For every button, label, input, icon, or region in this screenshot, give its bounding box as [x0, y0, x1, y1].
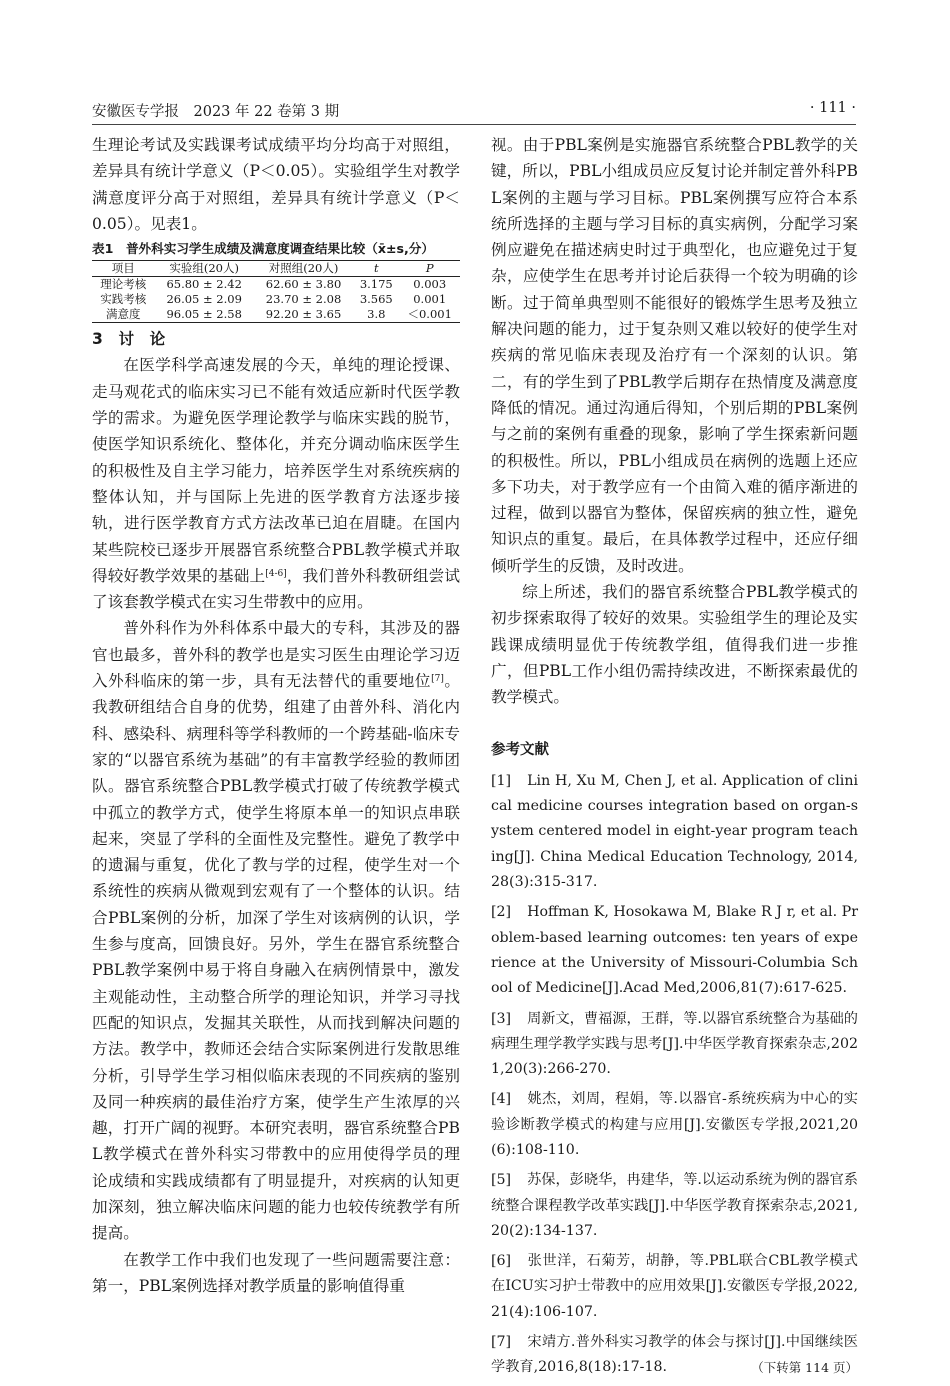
reference-item	[491, 1249, 858, 1325]
table-header-cell: P	[425, 261, 434, 276]
table-row	[92, 307, 460, 323]
body-paragraph: 在教学工作中我们也发现了一些问题需要注意：第一，PBL案例选择对教学质量的影响值得重	[92, 1250, 460, 1295]
reference-number: [2]	[491, 904, 512, 921]
table-cell: 3.8	[367, 307, 386, 322]
table-cell: 实践考核	[100, 292, 147, 307]
reference-text: 苏保，彭晓华，冉建华，等.以运动系统为例的器官系统整合课程教学改革实践[J].中华医学教育探索杂志,2021,20(2):134-137.	[491, 1172, 858, 1239]
citation: [7]	[431, 674, 444, 685]
reference-number: [3]	[491, 1010, 512, 1027]
table-cell: ＜0.001	[407, 307, 452, 322]
table-cell: 62.60 ± 3.80	[265, 277, 342, 292]
reference-item	[491, 1168, 858, 1244]
table-header-cell: t	[373, 261, 379, 276]
paragraph-text: 在医学科学高速发展的今天，单纯的理论授课、走马观花式的临床实习已不能有效适应新时代医学教学的需求。为避免医学理论教学与临床实践的脱节，使医学知识系统化、整体化，并充分调动临床医学生的积极性及自主学习能力，培养医学生对系统疾病的整体认知，并与国际上先进的医学教育方法逐步接轨，进行医学教育方式方法改革已迫在眉睫。在国内某些院校已逐步开展器官系统整合PBL教学模式并取得较好教学效果的基础上	[92, 356, 460, 585]
table-cell: 0.003	[413, 277, 447, 292]
reference-number: [1]	[491, 772, 512, 789]
results-table	[92, 260, 460, 323]
reference-text: Hoffman K, Hosokawa M, Blake R J r, et al. Problem-based learning outcomes: ten years of experience at the University of Missouri-Columbia School of Medicine[J].Acad Med,2006,81(7):617-625.	[491, 904, 858, 997]
body-paragraph: 综上所述，我们的器官系统整合PBL教学模式的初步探索取得了较好的效果。实验组学生的理论及实践课成绩明显优于传统教学组，值得我们进一步推广，但PBL工作小组仍需持续改进，不断探索最优的教学模式。	[491, 583, 858, 707]
reference-number: [7]	[491, 1334, 512, 1351]
table-row	[92, 277, 460, 293]
page-number: · 111 ·	[809, 100, 856, 116]
continued-note: （下转第 114 页）	[751, 1360, 858, 1376]
table-cell: 满意度	[106, 307, 141, 322]
table-header-cell: 实验组(20人)	[169, 261, 239, 276]
table-row	[92, 292, 460, 307]
table-cell: 0.001	[413, 292, 447, 307]
reference-text: 张世洋，石菊芳，胡静，等.PBL联合CBL教学模式在ICU实习护士带教中的应用效果[J].安徽医专学报,2022,21(4):106-107.	[491, 1253, 858, 1320]
right-column	[491, 132, 858, 1386]
reference-number: [4]	[491, 1091, 512, 1108]
table-cell: 23.70 ± 2.08	[265, 292, 342, 307]
table-cell: 92.20 ± 3.65	[265, 307, 342, 322]
table-cell: 65.80 ± 2.42	[166, 277, 242, 292]
section-heading: 3 讨 论	[92, 330, 166, 349]
page-header	[92, 98, 856, 125]
table-header-row	[92, 261, 460, 277]
paragraph-text: 普外科作为外科体系中最大的专科，其涉及的器官也最多，普外科的教学也是实习医生由理论学习迈入外科临床的第一步，具有无法替代的重要地位	[92, 619, 460, 691]
journal-name: 安徽医专学报 2023 年 22 卷第 3 期	[92, 104, 340, 120]
reference-text: 周新文，曹福源，王群，等.以器官系统整合为基础的病理生理学教学实践与思考[J].中华医学教育探索杂志,2021,20(3):266-270.	[491, 1010, 858, 1078]
left-column	[92, 132, 460, 1299]
reference-number: [6]	[491, 1253, 512, 1270]
reference-number: [5]	[491, 1172, 512, 1189]
references-title: 参考文献	[491, 741, 549, 758]
body-paragraph	[92, 615, 460, 1246]
body-paragraph	[92, 352, 460, 615]
table-cell: 26.05 ± 2.09	[166, 292, 242, 307]
table-header-cell: 项目	[111, 261, 135, 276]
table-caption: 表1 普外科实习学生成绩及满意度调查结果比较（x̄±s,分）	[92, 241, 434, 257]
reference-item	[491, 1087, 858, 1163]
reference-text: 姚杰，刘周，程娟，等.以器官-系统疾病为中心的实验诊断教学模式的构建与应用[J].安徽医专学报,2021,20(6):108-110.	[491, 1091, 858, 1158]
body-paragraph: 视。由于PBL案例是实施器官系统整合PBL教学的关键，所以，PBL小组成员应反复讨论并制定普外科PBL案例的主题与学习目标。PBL案例撰写应符合本系统所选择的主题与学习目标的真实病例，分配学习案例应避免在描述病史时过于典型化，也应避免过于复杂，应使学生在思考并讨论后获得一个较为明确的诊断。过于简单典型则不能很好的锻炼学生思考及独立解决问题的能力，过于复杂则又难以较好的使学生对疾病的常见临床表现及治疗有一个深刻的认识。第二，有的学生到了PBL教学后期存在热情度及满意度降低的情况。通过沟通后得知，个别后期的PBL案例与之前的案例有重叠的现象，影响了学生探索新问题的积极性。所以，PBL小组成员在病例的选题上还应多下功夫，对于教学应有一个由简入难的循序渐进的过程，做到以器官为整体，保留疾病的独立性，避免知识点的重复。最后，在具体教学过程中，还应仔细倾听学生的反馈，及时改进。	[491, 136, 858, 575]
reference-text: Lin H, Xu M, Chen J, et al. Application of clinical medicine courses integration based on organ-system centered model in eight-year program teaching[J]. China Medical Education Technology, 2014, 28(3):315-317.	[491, 772, 858, 891]
reference-item	[491, 1007, 858, 1083]
reference-item	[491, 1330, 858, 1381]
intro-paragraph: 生理论考试及实践课考试成绩平均分均高于对照组，差异具有统计学意义（P＜0.05）。实验组学生对教学满意度评分高于对照组，差异具有统计学意义（P＜0.05）。见表1。	[92, 136, 460, 233]
citation: [4-6]	[265, 568, 287, 579]
paragraph-text: ，我们普外科教研组尝试了该套教学模式在实习生带教中的应用。	[92, 566, 460, 612]
table-cell: 3.565	[359, 292, 393, 307]
reference-item	[491, 900, 858, 1001]
table-cell: 96.05 ± 2.58	[166, 307, 242, 322]
paragraph-text: 。我教研组结合自身的优势，组建了由普外科、消化内科、感染科、病理科等学科教师的一个跨基础-临床专家的“以器官系统为基础”的有丰富教学经验的教师团队。器官系统整合PBL教学模式打破了传统教学模式中孤立的教学方式，使学生将原本单一的知识点串联起来，突显了学科的全面性及完整性。避免了教学中的遗漏与重复，优化了教与学的过程，使学生对一个系统性的疾病从微观到宏观有了一个整体的认识。结合PBL案例的分析，加深了学生对该病例的认识，学生参与度高，回馈良好。另外，学生在器官系统整合PBL教学案例中易于将自身融入在病例情景中，激发主观能动性，主动整合所学的理论知识，并学习寻找匹配的知识点，发掘其关联性，从而找到解决问题的方法。教学中，教师还会结合实际案例进行发散思维分析，引导学生学习相似临床表现的不同疾病的鉴别及同一种疾病的最佳治疗方案，使学生产生浓厚的兴趣，打开广阔的视野。本研究表明，器官系统整合PBL教学模式在普外科实习带教中的应用使得学员的理论成绩和实践成绩都有了明显提升，对疾病的认知更加深刻，独立解决临床问题的能力也较传统教学有所提高。	[92, 672, 460, 1243]
reference-text: 宋靖方.普外科实习教学的体会与探讨[J].中国继续医学教育,2016,8(18):17-18.	[491, 1334, 858, 1376]
table-cell: 理论考核	[100, 277, 147, 292]
reference-item	[491, 769, 858, 895]
table-cell: 3.175	[359, 277, 393, 292]
table-header-cell: 对照组(20人)	[268, 261, 339, 276]
